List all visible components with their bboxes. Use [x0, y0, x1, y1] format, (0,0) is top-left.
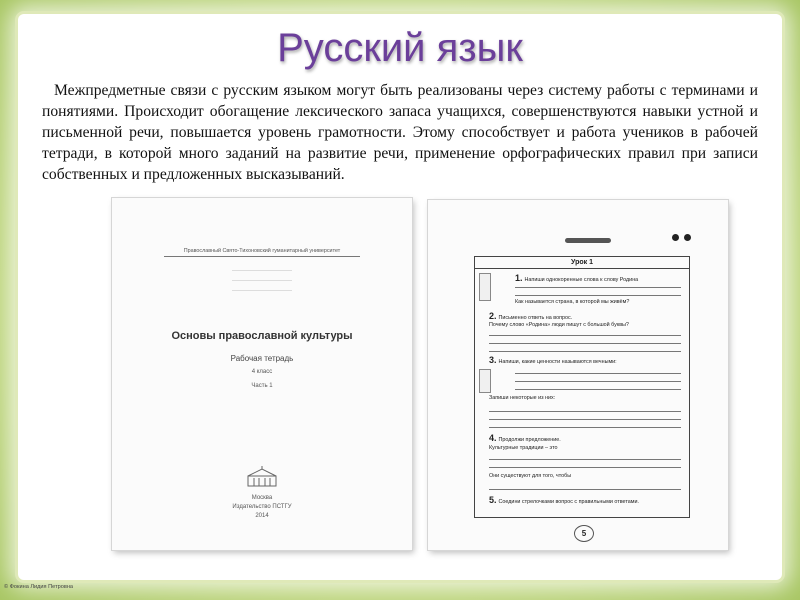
copyright-note: © Фокина Лидия Петровна — [4, 584, 74, 590]
task-item: 3. Напиши, какие ценности называются вечными: — [489, 355, 617, 365]
answer-line — [489, 459, 681, 460]
cover-title: Основы православной культуры — [171, 330, 353, 342]
cover-divider — [164, 256, 360, 257]
answer-line — [489, 427, 681, 428]
answer-line — [489, 489, 681, 490]
slide-paragraph: Межпредметные связи с русским языком могут быть реализованы через систему работы с терминами и понятиями. Происходит обогащение лексического запаса учащихся, совершенствуются навыки устной и письменной речи, повышается уровень грамотности. Этому способствует и работа учеников в рабочей тетради, в которой много заданий на развитие речи, применение орфографических правил при записи собственных и предложенных высказываний. — [42, 82, 758, 183]
cover-city: Москва — [251, 495, 273, 501]
cover-university: Православный Свято-Тихоновский гуманитарный университет — [183, 248, 341, 254]
task-item: 5. Соедини стрелочками вопрос с правильными ответами. — [489, 495, 639, 505]
page-dot — [672, 234, 679, 241]
cover-faint-line — [232, 270, 292, 271]
cover-subtitle: Рабочая тетрадь — [230, 354, 294, 363]
lesson-header: Урок 1 — [475, 257, 689, 269]
task-item: Культурные традиции – это — [489, 445, 558, 451]
answer-line — [489, 419, 681, 420]
answer-line — [489, 467, 681, 468]
task-item: Почему слово «Родина» люди пишут с большой буквы? — [489, 322, 629, 328]
answer-line — [515, 373, 681, 374]
task-illustration — [479, 273, 491, 301]
workbook-cover-image — [112, 198, 412, 550]
answer-line — [515, 295, 681, 296]
answer-line — [515, 287, 681, 288]
page-number: 5 — [574, 525, 594, 542]
task-illustration — [479, 369, 491, 393]
task-item: Как называется страна, в которой мы живём? — [515, 299, 630, 305]
task-item: 2. Письменно ответь на вопрос. — [489, 311, 573, 321]
publisher-building-icon — [246, 466, 278, 488]
cover-publisher: Издательство ПСТГУ — [232, 504, 292, 510]
answer-line — [515, 389, 681, 390]
task-item: Они существуют для того, чтобы — [489, 473, 572, 479]
cover-faint-line — [232, 290, 292, 291]
task-item: Запиши некоторые из них: — [489, 395, 556, 401]
cover-faint-line — [232, 280, 292, 281]
lesson-box — [474, 256, 690, 518]
answer-line — [515, 381, 681, 382]
cover-year: 2014 — [255, 513, 269, 519]
answer-line — [489, 343, 681, 344]
cover-part: Часть 1 — [251, 383, 273, 389]
workbook-lesson-image — [428, 200, 728, 550]
page-dot — [684, 234, 691, 241]
cover-grade: 4 класс — [251, 369, 273, 375]
slide-title: Русский язык — [277, 26, 523, 70]
answer-line — [489, 351, 681, 352]
task-item: 1. Напиши однокоренные слова к слову Родина — [515, 273, 639, 283]
task-item: 4. Продолжи предложение. — [489, 433, 561, 443]
cover-imprint — [112, 494, 412, 521]
answer-line — [489, 335, 681, 336]
answer-line — [489, 411, 681, 412]
page-tab-bar — [565, 238, 611, 243]
